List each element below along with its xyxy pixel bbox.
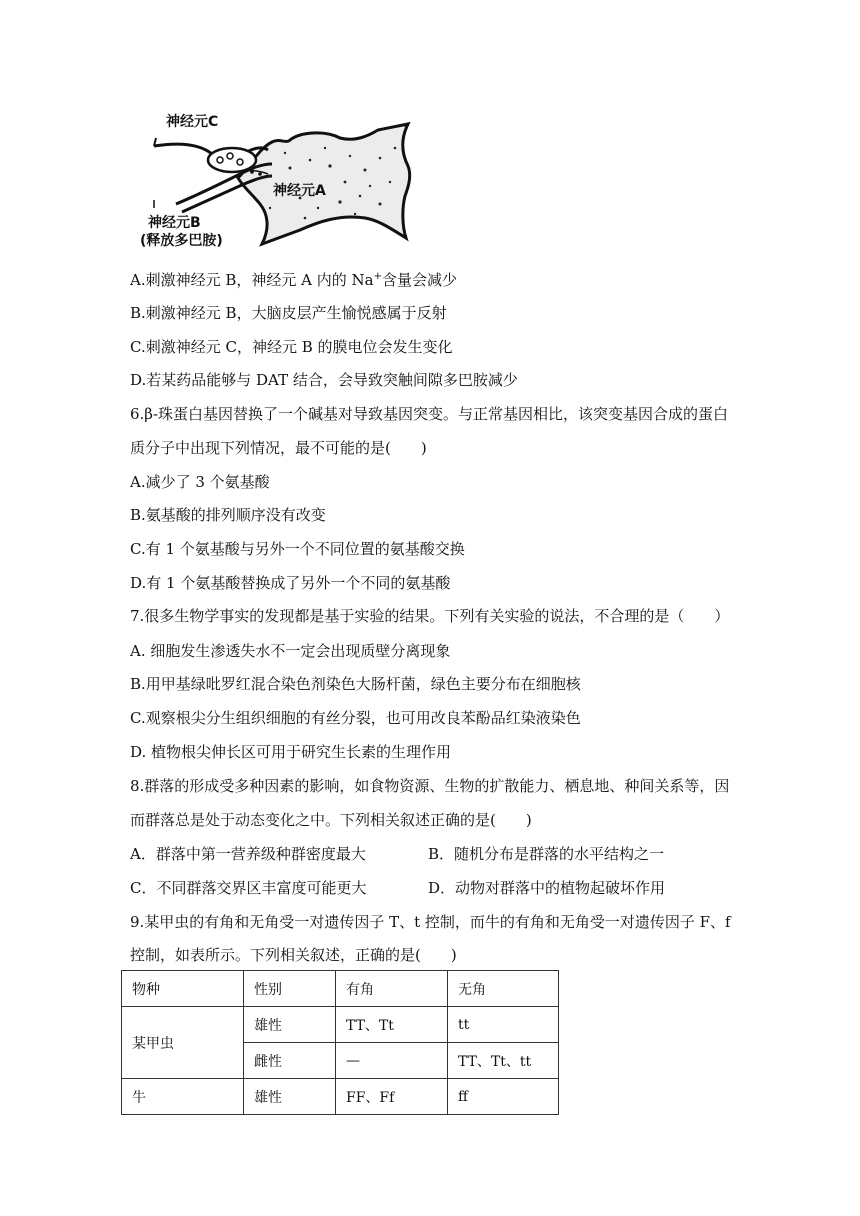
label-neuron-b: 神经元B	[148, 215, 201, 231]
q9-stem-line1: 9.某甲虫的有角和无角受一对遗传因子 T、t 控制，而牛的有角和无角受一对遗传因子 F、f	[130, 913, 731, 931]
q5-option-a: A.刺激神经元 B，神经元 A 内的 Na+含量会减少	[130, 271, 458, 289]
header-sex: 性别	[244, 971, 336, 1007]
cell-cattle-male-hornless: ff	[448, 1079, 559, 1115]
q5-option-b: B.刺激神经元 B，大脑皮层产生愉悦感属于反射	[130, 304, 447, 322]
header-hornless: 无角	[448, 971, 559, 1007]
q8-option-b: B．随机分布是群落的水平结构之一	[428, 845, 665, 863]
q9-stem-line2: 控制，如表所示。下列相关叙述，正确的是( )	[130, 946, 457, 964]
q8-stem-line1: 8.群落的形成受多种因素的影响，如食物资源、生物的扩散能力、栖息地、种间关系等，因	[130, 777, 730, 795]
cell-cattle-male-horned: FF、Ff	[336, 1079, 448, 1115]
q8-option-a: A．群落中第一营养级种群密度最大	[130, 845, 366, 863]
horn-inheritance-table	[121, 970, 559, 1115]
q7-option-b: B.用甲基绿吡罗红混合染色剂染色大肠杆菌，绿色主要分布在细胞核	[130, 675, 581, 693]
cell-beetle-male: 雄性	[244, 1007, 336, 1043]
cell-beetle-female-hornless: TT、Tt、tt	[448, 1043, 559, 1079]
q6-option-d: D.有 1 个氨基酸替换成了另外一个不同的氨基酸	[130, 574, 451, 592]
label-neuron-c: 神经元C	[166, 114, 219, 130]
q7-option-c: C.观察根尖分生组织细胞的有丝分裂，也可用改良苯酚品红染液染色	[130, 709, 581, 727]
header-species: 物种	[122, 971, 244, 1007]
cell-beetle-female-horned: —	[336, 1043, 448, 1079]
q5-option-c: C.刺激神经元 C，神经元 B 的膜电位会发生变化	[130, 338, 453, 356]
table-header-row	[122, 971, 559, 1007]
q7-option-a: A. 细胞发生渗透失水不一定会出现质壁分离现象	[130, 642, 451, 660]
q6-option-b: B.氨基酸的排列顺序没有改变	[130, 506, 326, 524]
q7-stem: 7.很多生物学事实的发现都是基于实验的结果。下列有关实验的说法，不合理的是（ ）	[130, 607, 730, 625]
q8-option-d: D．动物对群落中的植物起破坏作用	[428, 879, 666, 897]
header-horned: 有角	[336, 971, 448, 1007]
q6-stem-line2: 质分子中出现下列情况，最不可能的是( )	[130, 439, 427, 457]
q8-option-c: C．不同群落交界区丰富度可能更大	[130, 879, 367, 897]
cell-beetle-male-horned: TT、Tt	[336, 1007, 448, 1043]
q6-stem-line1: 6.β-珠蛋白基因替换了一个碱基对导致基因突变。与正常基因相比，该突变基因合成的蛋白	[130, 405, 729, 423]
table-row	[122, 1007, 559, 1043]
cell-beetle: 某甲虫	[122, 1007, 244, 1079]
q8-stem-line2: 而群落总是处于动态变化之中。下列相关叙述正确的是( )	[130, 811, 532, 829]
q5-option-d: D.若某药品能够与 DAT 结合，会导致突触间隙多巴胺减少	[130, 371, 518, 389]
cell-beetle-female: 雌性	[244, 1043, 336, 1079]
q7-option-d: D. 植物根尖伸长区可用于研究生长素的生理作用	[130, 743, 452, 761]
cell-cattle: 牛	[122, 1079, 244, 1115]
table-row	[122, 1079, 559, 1115]
q6-option-a: A.减少了 3 个氨基酸	[130, 473, 270, 491]
label-neuron-b-note: (释放多巴胺)	[140, 233, 223, 249]
cell-beetle-male-hornless: tt	[448, 1007, 559, 1043]
label-neuron-a: 神经元A	[273, 183, 326, 199]
neuron-synapse-figure	[140, 108, 430, 248]
q6-option-c: C.有 1 个氨基酸与另外一个不同位置的氨基酸交换	[130, 540, 465, 558]
cell-cattle-male: 雄性	[244, 1079, 336, 1115]
